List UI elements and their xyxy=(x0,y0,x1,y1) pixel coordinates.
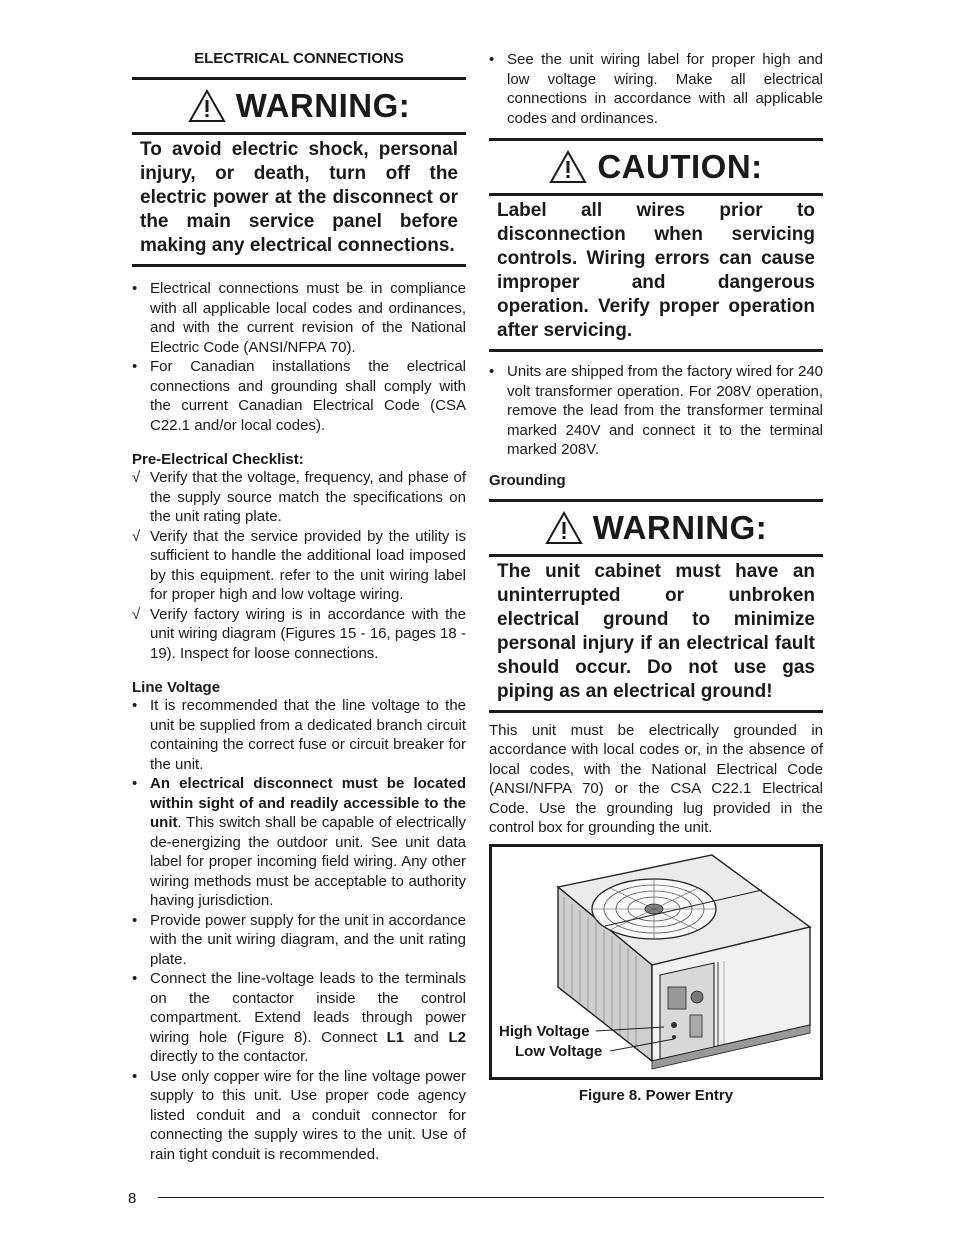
check-icon: √ xyxy=(132,527,141,545)
list-item: • Units are shipped from the factory wired for 240 volt transformer operation. For 208V operation, remove the lead from the transformer terminal marked 240V and connect it to the terminal marked 208V. xyxy=(489,363,823,458)
caution-text: Label all wires prior to disconnection when servicing controls. Wiring errors can cause improper and dangerous operation. Verify proper operation after servicing. xyxy=(497,200,815,341)
warning-text: The unit cabinet must have an uninterrupted or unbroken electrical ground to minimize personal injury if an electrical fault should occur. Do not use gas piping as an electrical ground! xyxy=(497,560,815,702)
caution-callout-header xyxy=(489,141,823,196)
warning-triangle-icon xyxy=(545,511,583,545)
list-item: • See the unit wiring label for proper high and low voltage wiring. Make all electrical connections in accordance with all applicable codes and ordinances. xyxy=(489,51,823,127)
footer-rule xyxy=(158,1197,824,1198)
list-item: • Connect the line-voltage leads to the terminals on the contactor inside the control compartment. Extend leads through power wiring hole (Figure 8). Connect L1 and L2 directly to the contactor. xyxy=(132,970,466,1065)
list-item: • Provide power supply for the unit in accordance with the unit wiring diagram, and the unit rating plate. xyxy=(132,911,467,968)
warning-text: To avoid electric shock, personal injury, or death, turn off the electric power at the disconnect or the main service panel before making any electrical connections. xyxy=(140,139,458,256)
checklist-item: √ Verify that the service provided by the utility is sufficient to handle the additional load imposed by this equipment. refer to the unit wiring label for proper high and low voltage wiring. xyxy=(132,527,466,603)
line-voltage-heading: Line Voltage xyxy=(132,679,221,696)
checklist-heading: Pre-Electrical Checklist: xyxy=(132,451,304,468)
warning-callout-ground xyxy=(489,499,823,713)
checklist-item: √ Verify factory wiring is in accordance with the unit wiring diagram (Figures 15 - 16, pages 18 - 19). Inspect for loose connections. xyxy=(132,605,466,662)
high-voltage-label: High Voltage xyxy=(499,1022,590,1040)
line-voltage-list xyxy=(132,696,466,1164)
check-icon: √ xyxy=(132,469,141,486)
right-column xyxy=(489,50,823,1104)
warning-callout-power xyxy=(132,77,466,267)
caution-callout xyxy=(489,138,823,352)
checklist xyxy=(132,468,466,663)
caution-title: CAUTION: xyxy=(597,148,763,185)
warning-triangle-icon xyxy=(549,150,587,184)
list-item: • An electrical disconnect must be located within sight of and readily accessible to the unit. This switch shall be capable of electrically de-energizing the outdoor unit. See unit data label for proper incoming field wiring. Any other wiring methods must be acceptable to authority having jurisdiction. xyxy=(132,775,466,909)
factory-wiring-bullet xyxy=(489,362,823,460)
figure-power-entry xyxy=(489,844,823,1080)
section-heading: ELECTRICAL CONNECTIONS xyxy=(194,50,404,67)
checklist-item: √ Verify that the voltage, frequency, and phase of the supply source match the specifications on the unit rating plate. xyxy=(132,469,466,525)
grounding-heading: Grounding xyxy=(489,471,566,489)
intro-bullet-list xyxy=(132,279,466,435)
list-item: • For Canadian installations the electrical connections and grounding shall comply with the current Canadian Electrical Code (CSA C22.1 and/or local codes). xyxy=(132,358,466,434)
check-icon: √ xyxy=(132,605,141,623)
page-number: 8 xyxy=(128,1190,137,1207)
low-voltage-label: Low Voltage xyxy=(515,1042,603,1060)
list-item: • Use only copper wire for the line voltage power supply to this unit. Use proper code agency listed conduit and a conduit connector for connecting the supply wires to the unit. Use of rain tight conduit is recommended. xyxy=(132,1067,466,1163)
figure-caption: Figure 8. Power Entry xyxy=(578,1086,734,1104)
wiring-label-bullet xyxy=(489,50,823,128)
warning-callout-header xyxy=(489,502,823,557)
list-item: • Electrical connections must be in compliance with all applicable local codes and ordinances, and with the current revision of the National Electric Code (ANSI/NFPA 70). xyxy=(132,280,466,356)
grounding-paragraph: This unit must be electrically grounded in accordance with local codes or, in the absence of local codes, with the National Electrical Code (ANSI/NFPA 70) or the CSA C22.1 Electrical Code. Use the grounding lug provided in the control box for grounding the unit. xyxy=(489,721,823,836)
list-item: • It is recommended that the line voltage to the unit be supplied from a dedicated branch circuit containing the correct fuse or circuit breaker for the unit. xyxy=(132,697,466,773)
warning-callout-header xyxy=(132,80,466,135)
warning-triangle-icon xyxy=(188,89,226,123)
warning-title: WARNING: xyxy=(235,87,411,124)
left-column xyxy=(132,50,466,1164)
warning-title: WARNING: xyxy=(592,508,768,546)
